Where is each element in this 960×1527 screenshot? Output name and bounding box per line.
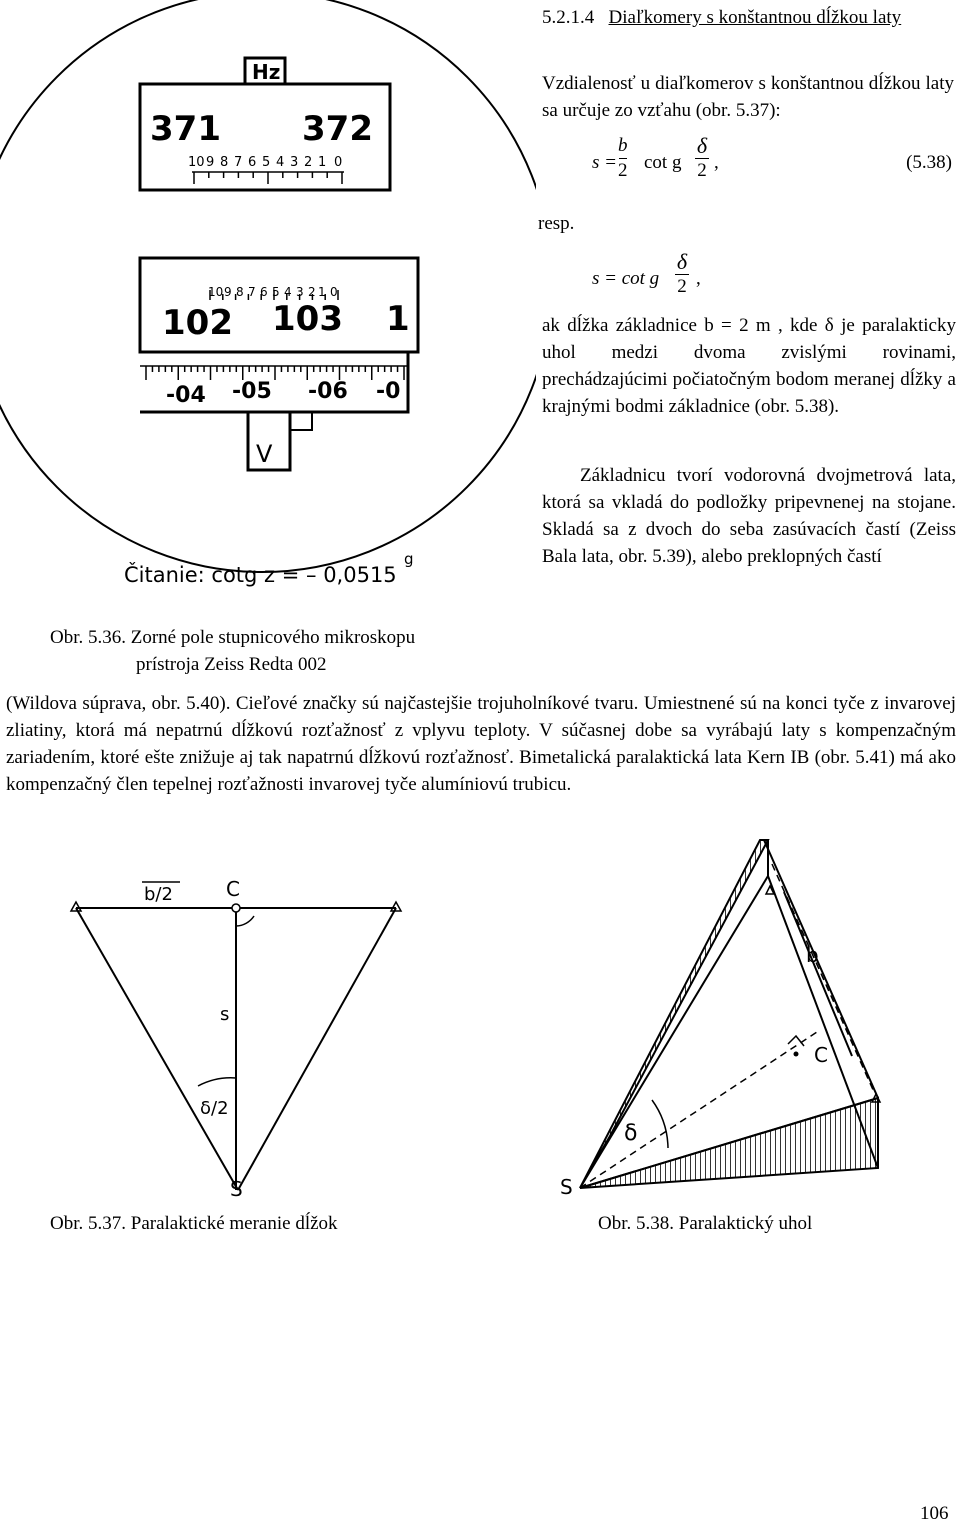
resp-text: resp. [538, 213, 575, 234]
figure-5-36-microscope-field [0, 0, 536, 625]
explanation-paragraph: ak dĺžka základnice b = 2 m , kde δ je paralakticky uhol medzi dvoma zvislými rovinami, prechádzajúcimi počiatočným bodom meranej dĺžky a krajnými bodmi základnice (obr. 5.38). [542, 315, 956, 417]
svg-text:-04: -04 [166, 383, 206, 408]
label-s-line: s [220, 1004, 230, 1025]
eq1-fraction-delta: δ 2 [696, 133, 708, 181]
svg-text:4: 4 [284, 285, 292, 299]
svg-text:4: 4 [276, 155, 285, 170]
caption-fig-5-36-line2: prístroja Zeiss Redta 002 [136, 654, 327, 675]
reading-text: Čitanie: cotg z = – 0,0515 [124, 563, 397, 587]
svg-text:-0: -0 [376, 379, 401, 404]
svg-text:3: 3 [290, 155, 299, 170]
eq2-lhs: s = cot g [592, 268, 660, 289]
hz-scale-numbers [188, 155, 342, 170]
point-c [232, 904, 240, 912]
figure-5-37-parallactic-triangle [40, 860, 440, 1210]
caption-fig-5-36-line1: Obr. 5.36. Zorné pole stupnicového mikroskopu [50, 627, 416, 648]
label-b-half: b/2 [144, 884, 173, 905]
svg-text:9: 9 [206, 155, 215, 170]
label-c: C [814, 1043, 828, 1067]
label-c: C [226, 877, 240, 901]
v-lower-numbers [166, 379, 400, 408]
v-number-102: 102 [162, 303, 233, 343]
svg-text:10: 10 [208, 285, 224, 299]
reading-superscript: g [404, 550, 414, 568]
svg-text:1: 1 [318, 285, 326, 299]
svg-text:5: 5 [262, 155, 271, 170]
eq1-label: (5.38) [906, 152, 952, 173]
hz-scale-ticks [194, 172, 342, 184]
svg-text:7: 7 [234, 155, 243, 170]
label-s: S [560, 1175, 573, 1199]
left-plane-hatched [580, 840, 768, 1188]
svg-text:3: 3 [296, 285, 304, 299]
eq1-fraction-b: b 2 [618, 135, 628, 181]
svg-text:9: 9 [224, 285, 232, 299]
hz-number-372: 372 [302, 109, 373, 149]
right-angle-arc [236, 916, 254, 926]
svg-text:-06: -06 [308, 379, 348, 404]
hz-label: Hz [252, 60, 281, 84]
caption-fig-5-38: Obr. 5.38. Paralaktický uhol [598, 1213, 813, 1234]
v-label: V [256, 440, 273, 468]
caption-fig-5-37: Obr. 5.37. Paralaktické meranie dĺžok [50, 1213, 338, 1234]
svg-text:8: 8 [220, 155, 229, 170]
equation-2 [592, 250, 792, 312]
delta-arc [652, 1100, 668, 1148]
section-title: Diaľkomery s konštantnou dĺžkou laty [608, 7, 902, 28]
eq1-cot: cot g [644, 152, 682, 173]
svg-text:8: 8 [236, 285, 244, 299]
field-circle [0, 0, 536, 572]
eq2-fraction-delta: δ 2 [676, 249, 688, 297]
delta-half-arc [198, 1078, 236, 1086]
figure-5-38-parallactic-angle [540, 836, 940, 1206]
intro-paragraph: Vzdialenosť u diaľkomerov s konštantnou dĺžkou laty sa určuje zo vzťahu (obr. 5.37): [542, 73, 954, 121]
eq1-lhs: s = [592, 152, 617, 173]
svg-text:0: 0 [334, 155, 343, 170]
svg-text:-05: -05 [232, 379, 272, 404]
v-number-103: 103 [272, 299, 343, 339]
equation-5-38 [592, 134, 956, 198]
paragraph-wild: (Wildova súprava, obr. 5.40). Cieľové značky sú najčastejšie trojuholníkové tvaru. Umiestnené sú na konci tyče z invarovej zliatiny, ktorá má nepatrnú dĺžkovú rozťažnosť z vplyvu teploty. V súčasnej dobe sa vyrábajú laty s kompenzačným zariadením, ktoré ešte znižuje aj tak napatrnú dĺžkovú rozťažnosť. Bimetalická paralaktická lata Kern IB (obr. 5.41) má ako kompenzačný člen tepelnej rozťažnosti invarovej tyče alumíniovú trubicu. [6, 693, 956, 795]
hz-number-371: 371 [150, 109, 221, 149]
svg-text:5: 5 [272, 285, 280, 299]
svg-text:7: 7 [248, 285, 256, 299]
label-s-point: S [230, 1177, 243, 1201]
svg-text:0: 0 [330, 285, 338, 299]
svg-text:1: 1 [318, 155, 327, 170]
page-number: 106 [920, 1503, 949, 1524]
eq2-comma: , [696, 268, 701, 289]
v-number-1: 1 [386, 299, 410, 339]
svg-text:2: 2 [304, 155, 313, 170]
svg-text:2: 2 [308, 285, 316, 299]
paragraph-lata: Základnicu tvorí vodorovná dvojmetrová lata, ktorá sa vkladá do podložky pripevnenej na stojane. Skladá sa z dvoch do seba zasúvacích častí (Zeiss Bala lata, obr. 5.39), alebo preklopných častí [542, 465, 956, 567]
svg-text:6: 6 [260, 285, 268, 299]
section-number: 5.2.1.4 [542, 7, 595, 28]
svg-text:10: 10 [188, 155, 205, 170]
label-b: b [806, 943, 819, 967]
v-lower-ticks [146, 366, 404, 380]
eq1-comma: , [714, 152, 719, 173]
v-scale-top-numbers [208, 285, 338, 299]
svg-text:6: 6 [248, 155, 257, 170]
label-delta: δ [624, 1121, 638, 1146]
section-heading [542, 4, 952, 31]
label-delta-half: δ/2 [200, 1098, 229, 1119]
